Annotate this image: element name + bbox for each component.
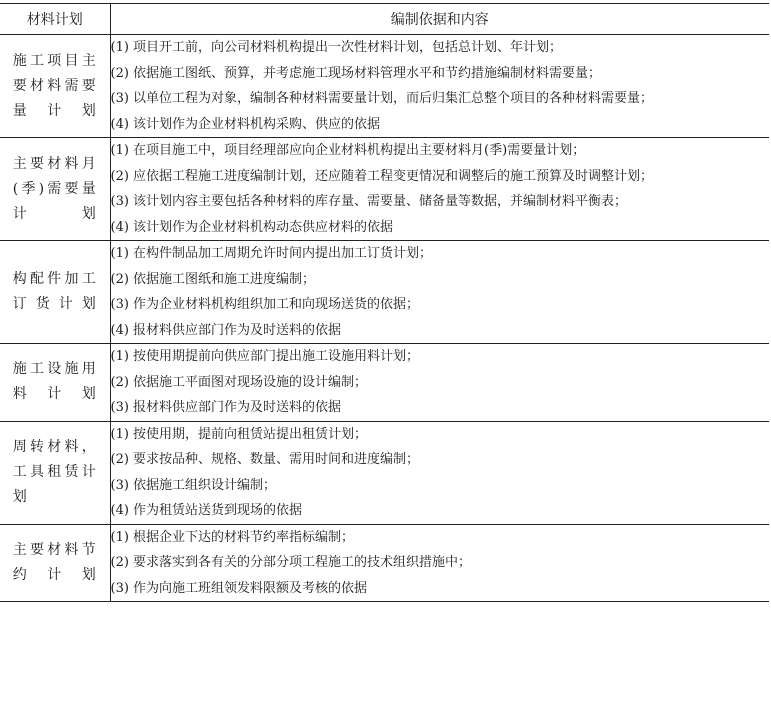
material-plan-table [0, 3, 769, 602]
plan-item: (1) 按使用期提前向供应部门提出施工设施用料计划； [110, 349, 420, 364]
plan-items [111, 138, 770, 240]
plan-item: (1) 在项目施工中，项目经理部应向企业材料机构提出主要材料月(季)需要量计划； [110, 143, 586, 158]
plan-category: 构配件加工订货计划 [12, 271, 97, 312]
plan-category: 主要材料节约计划 [12, 541, 97, 583]
header-material-plan: 材料计划 [0, 4, 110, 35]
plan-item: (3) 作为向施工班组领发料限额及考核的依据 [110, 580, 368, 596]
plan-category-cell [0, 138, 110, 241]
table-row [0, 344, 769, 422]
plan-category-cell [0, 241, 110, 344]
plan-item: (2) 依据施工平面图对现场设施的设计编制； [110, 374, 368, 390]
table-row [0, 421, 769, 524]
table-row [0, 524, 769, 602]
plan-item: (1) 根据企业下达的材料节约率指标编制； [110, 529, 355, 545]
plan-content-cell [110, 35, 769, 138]
plan-items [111, 422, 770, 524]
plan-item: (1) 项目开工前，向公司材料机构提出一次性材料计划，包括总计划、年计划； [110, 40, 563, 55]
plan-item: (2) 依据施工图纸和施工进度编制； [110, 271, 316, 287]
plan-item: (4) 作为租赁站送货到现场的依据 [110, 503, 303, 518]
plan-content-cell [110, 421, 769, 524]
plan-category: 施工项目主要材料需要量计划 [12, 52, 97, 119]
plan-item: (2) 依据施工图纸、预算，并考虑施工现场材料管理水平和节约措施编制材料需要量； [110, 65, 602, 81]
plan-category: 周转材料，工具租赁计划 [12, 439, 97, 505]
plan-item: (2) 要求落实到各有关的分部分项工程施工的技术组织措施中； [110, 555, 472, 570]
plan-category-cell [0, 524, 110, 602]
plan-item: (4) 报材料供应部门作为及时送料的依据 [110, 322, 342, 338]
plan-items [111, 525, 770, 602]
plan-item: (1) 在构件制品加工周期允许时间内提出加工订货计划； [110, 246, 433, 261]
plan-item: (4) 该计划作为企业材料机构采购、供应的依据 [110, 116, 381, 132]
plan-item: (2) 要求按品种、规格、数量、需用时间和进度编制； [110, 452, 420, 467]
header-basis-and-content: 编制依据和内容 [110, 4, 769, 35]
plan-content-cell [110, 241, 769, 344]
plan-items [111, 35, 770, 137]
plan-item: (3) 以单位工程为对象，编制各种材料需要量计划，而后归集汇总整个项目的各种材料需要量； [110, 91, 654, 106]
table-row [0, 138, 769, 241]
plan-category: 施工设施用料计划 [12, 361, 97, 403]
plan-item: (3) 作为企业材料机构组织加工和向现场送货的依据； [110, 297, 420, 312]
plan-content-cell [110, 524, 769, 602]
plan-item: (4) 该计划作为企业材料机构动态供应材料的依据 [110, 219, 394, 235]
plan-category-cell [0, 421, 110, 524]
plan-category-cell [0, 35, 110, 138]
table-row [0, 241, 769, 344]
plan-item: (2) 应依据工程施工进度编制计划，还应随着工程变更情况和调整后的施工预算及时调整计划； [110, 168, 654, 184]
table-row [0, 35, 769, 138]
plan-item: (3) 依据施工组织设计编制； [110, 477, 277, 493]
plan-content-cell [110, 138, 769, 241]
table-body [0, 35, 769, 602]
plan-items [111, 344, 770, 421]
plan-content-cell [110, 344, 769, 422]
plan-item: (3) 该计划内容主要包括各种材料的库存量、需要量、储备量等数据，并编制材料平衡表； [110, 194, 628, 209]
plan-item: (1) 按使用期，提前向租赁站提出租赁计划； [110, 426, 368, 442]
plan-category: 主要材料月(季)需要量计划 [12, 155, 97, 222]
plan-item: (3) 报材料供应部门作为及时送料的依据 [110, 400, 342, 415]
plan-category-cell [0, 344, 110, 422]
plan-items [111, 241, 770, 343]
header-row [0, 4, 769, 35]
